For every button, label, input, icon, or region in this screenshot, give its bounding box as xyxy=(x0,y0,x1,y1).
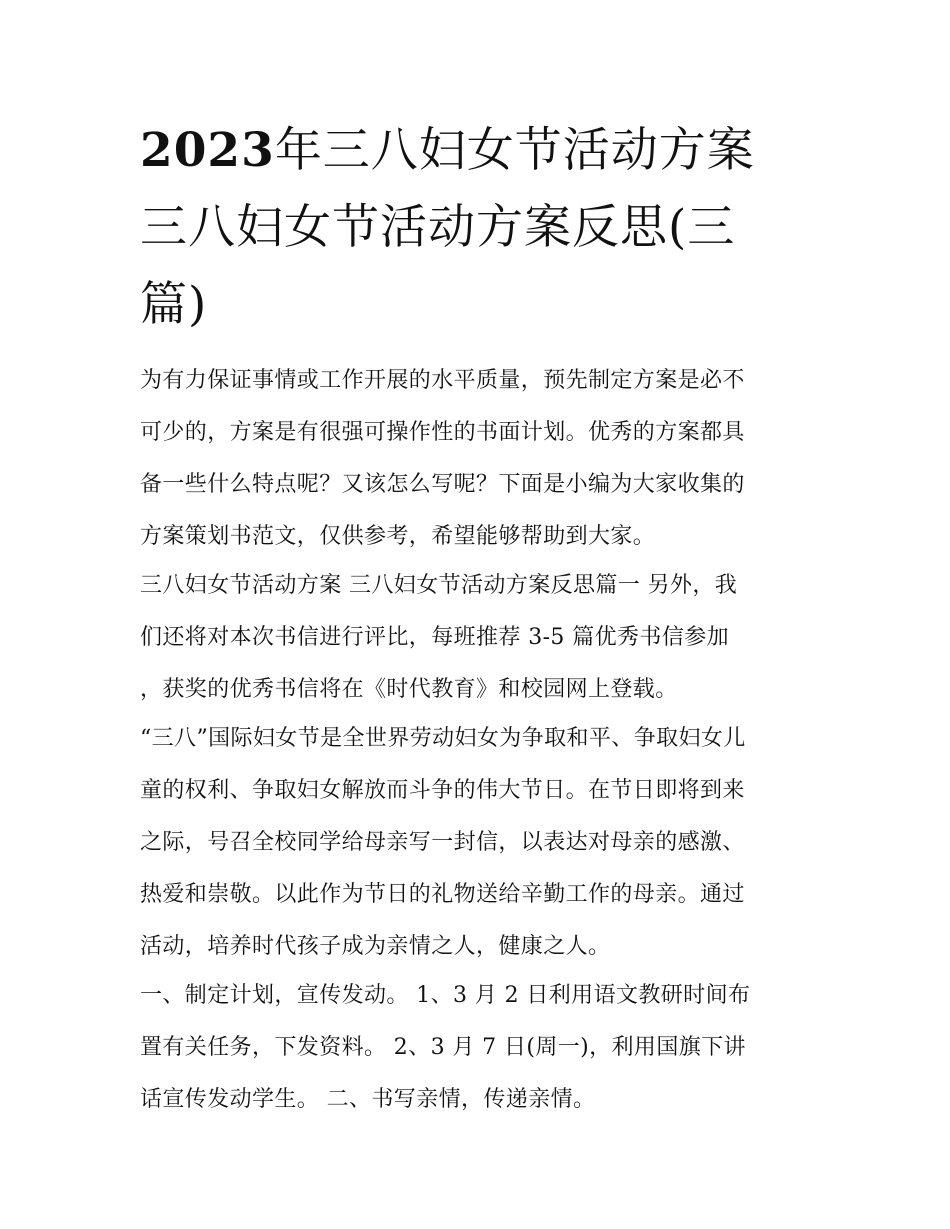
text-line: 方案策划书范文，仅供参考，希望能够帮助到大家。 xyxy=(140,524,656,549)
text-line: 可少的，方案是有很强可操作性的书面计划。优秀的方案都具 xyxy=(140,420,745,445)
text-line: “三八”国际妇女节是全世界劳动妇女为争取和平、争取妇女儿 xyxy=(140,726,746,751)
paragraph-womens-day xyxy=(140,713,820,973)
text-line: 热爱和崇敬。以此作为节日的礼物送给辛勤工作的母亲。通过 xyxy=(140,882,745,907)
text-line: 之际，号召全校同学给母亲写一封信，以表达对母亲的感激、 xyxy=(140,830,745,855)
paragraph-section-1 xyxy=(140,560,820,716)
text-line: 活动，培养时代孩子成为亲情之人，健康之人。 xyxy=(140,934,611,959)
title-line-2: 三八妇女节活动方案反思(三 xyxy=(140,200,736,255)
text-line: 一、制定计划，宣传发动。 1、3 月 2 日利用语文教研时间布 xyxy=(140,983,751,1008)
document-body xyxy=(140,355,820,1123)
text-line: 为有力保证事情或工作开展的水平质量，预先制定方案是必不 xyxy=(140,368,745,393)
document-title xyxy=(140,112,820,343)
title-line-1-text: 年三八妇女节活动方案 xyxy=(274,123,755,178)
title-line-1 xyxy=(140,112,820,189)
title-year: 2023 xyxy=(140,123,275,178)
text-line: 备一些什么特点呢？又该怎么写呢？下面是小编为大家收集的 xyxy=(140,472,745,497)
text-line: 话宣传发动学生。 二、书写亲情，传递亲情。 xyxy=(140,1087,596,1112)
text-line: 置有关任务，下发资料。 2、3 月 7 日(周一)，利用国旗下讲 xyxy=(140,1035,746,1060)
text-line: 三八妇女节活动方案 三八妇女节活动方案反思篇一 另外，我 xyxy=(140,573,738,598)
text-line: ，获奖的优秀书信将在《时代教育》和校园网上登载。 xyxy=(140,677,678,702)
text-line: 童的权利、争取妇女解放而斗争的伟大节日。在节日即将到来 xyxy=(140,778,745,803)
title-line-3: 篇) xyxy=(140,277,208,332)
paragraph-intro xyxy=(140,355,820,563)
paragraph-plan xyxy=(140,970,820,1126)
text-line: 们还将对本次书信进行评比，每班推荐 3-5 篇优秀书信参加 xyxy=(140,625,730,650)
